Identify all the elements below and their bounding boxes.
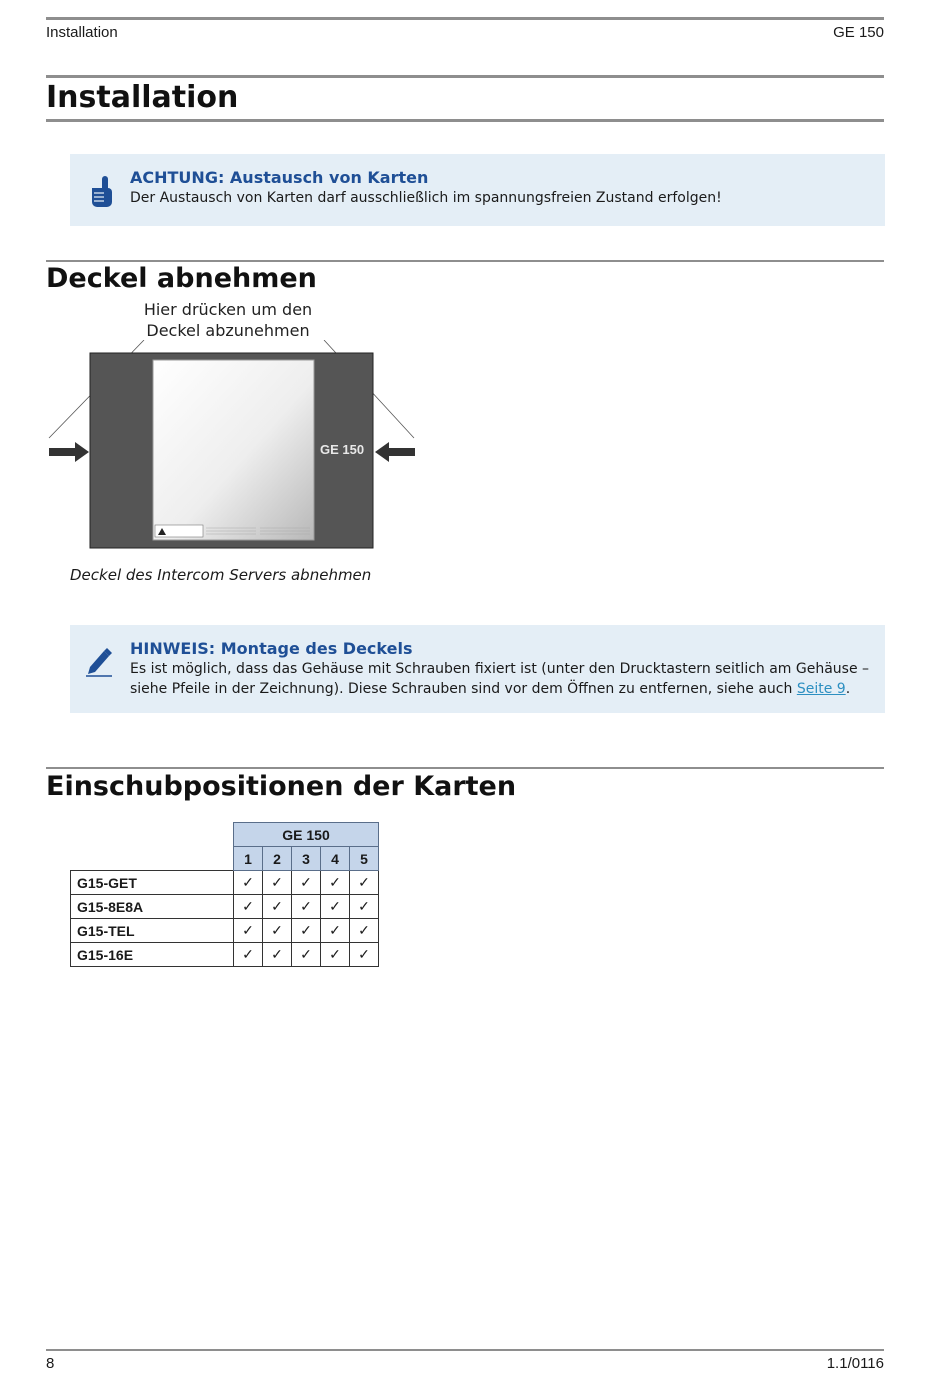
check-mark: ✓ (350, 919, 379, 943)
footer-page-number: 8 (46, 1355, 55, 1372)
row-label: G15-GET (71, 871, 234, 895)
note-text-line1: Es ist möglich, dass das Gehäuse mit Schrauben fixiert ist (unter den Drucktastern seitlich am Gehäuse – (130, 661, 870, 677)
pencil-icon (84, 645, 114, 682)
check-mark: ✓ (321, 895, 350, 919)
check-mark: ✓ (292, 871, 321, 895)
check-mark: ✓ (234, 919, 263, 943)
footer-version: 1.1/0116 (826, 1355, 884, 1372)
note-text (130, 659, 875, 699)
check-mark: ✓ (234, 871, 263, 895)
check-mark: ✓ (263, 895, 292, 919)
table-row (71, 943, 379, 967)
header-top-rule (46, 17, 884, 20)
check-mark: ✓ (321, 919, 350, 943)
note-title: HINWEIS: Montage des Deckels (130, 639, 413, 658)
check-mark: ✓ (263, 871, 292, 895)
note-callout (70, 625, 885, 713)
check-mark: ✓ (263, 943, 292, 967)
page-link[interactable]: Seite 9 (796, 681, 846, 697)
column-header: 4 (321, 847, 350, 871)
device-model-label: GE 150 (320, 442, 365, 457)
check-mark: ✓ (321, 871, 350, 895)
warning-callout (70, 154, 885, 226)
note-text-line2: siehe Pfeile in der Zeichnung). Diese Schrauben sind vor dem Öffnen zu entfernen, siehe auch (130, 681, 797, 697)
pointing-hand-icon (88, 174, 114, 213)
row-label: G15-8E8A (71, 895, 234, 919)
column-header: 2 (263, 847, 292, 871)
table-row (71, 919, 379, 943)
section1-rule (46, 260, 884, 262)
warning-text: Der Austausch von Karten darf ausschließlich im spannungsfreien Zustand erfolgen! (130, 190, 722, 206)
title-top-rule (46, 75, 884, 78)
note-text-end: . (845, 681, 851, 697)
figure-label-line1: Hier drücken um den (143, 300, 313, 319)
header-product-label: GE 150 (833, 24, 884, 41)
check-mark: ✓ (234, 943, 263, 967)
check-mark: ✓ (292, 895, 321, 919)
check-mark: ✓ (292, 943, 321, 967)
section1-heading: Deckel abnehmen (46, 263, 317, 294)
device-figure (46, 340, 426, 555)
check-mark: ✓ (321, 943, 350, 967)
check-mark: ✓ (292, 919, 321, 943)
check-mark: ✓ (350, 871, 379, 895)
row-label: G15-16E (71, 943, 234, 967)
title-bottom-rule (46, 119, 884, 122)
figure-label-line2: Deckel abzunehmen (146, 321, 310, 340)
column-header: 5 (350, 847, 379, 871)
warning-title: ACHTUNG: Austausch von Karten (130, 168, 429, 187)
row-label: G15-TEL (71, 919, 234, 943)
slot-table (70, 822, 379, 967)
check-mark: ✓ (350, 895, 379, 919)
header-section-label: Installation (46, 24, 118, 41)
page-title: Installation (46, 80, 239, 115)
column-header: 1 (234, 847, 263, 871)
figure-caption: Deckel des Intercom Servers abnehmen (70, 566, 372, 584)
table-row (71, 895, 379, 919)
column-header: 3 (292, 847, 321, 871)
footer-rule (46, 1349, 884, 1351)
check-mark: ✓ (234, 895, 263, 919)
section2-rule (46, 767, 884, 769)
table-row (71, 871, 379, 895)
check-mark: ✓ (350, 943, 379, 967)
check-mark: ✓ (263, 919, 292, 943)
section2-heading: Einschubpositionen der Karten (46, 771, 517, 802)
table-group-header: GE 150 (234, 823, 379, 847)
